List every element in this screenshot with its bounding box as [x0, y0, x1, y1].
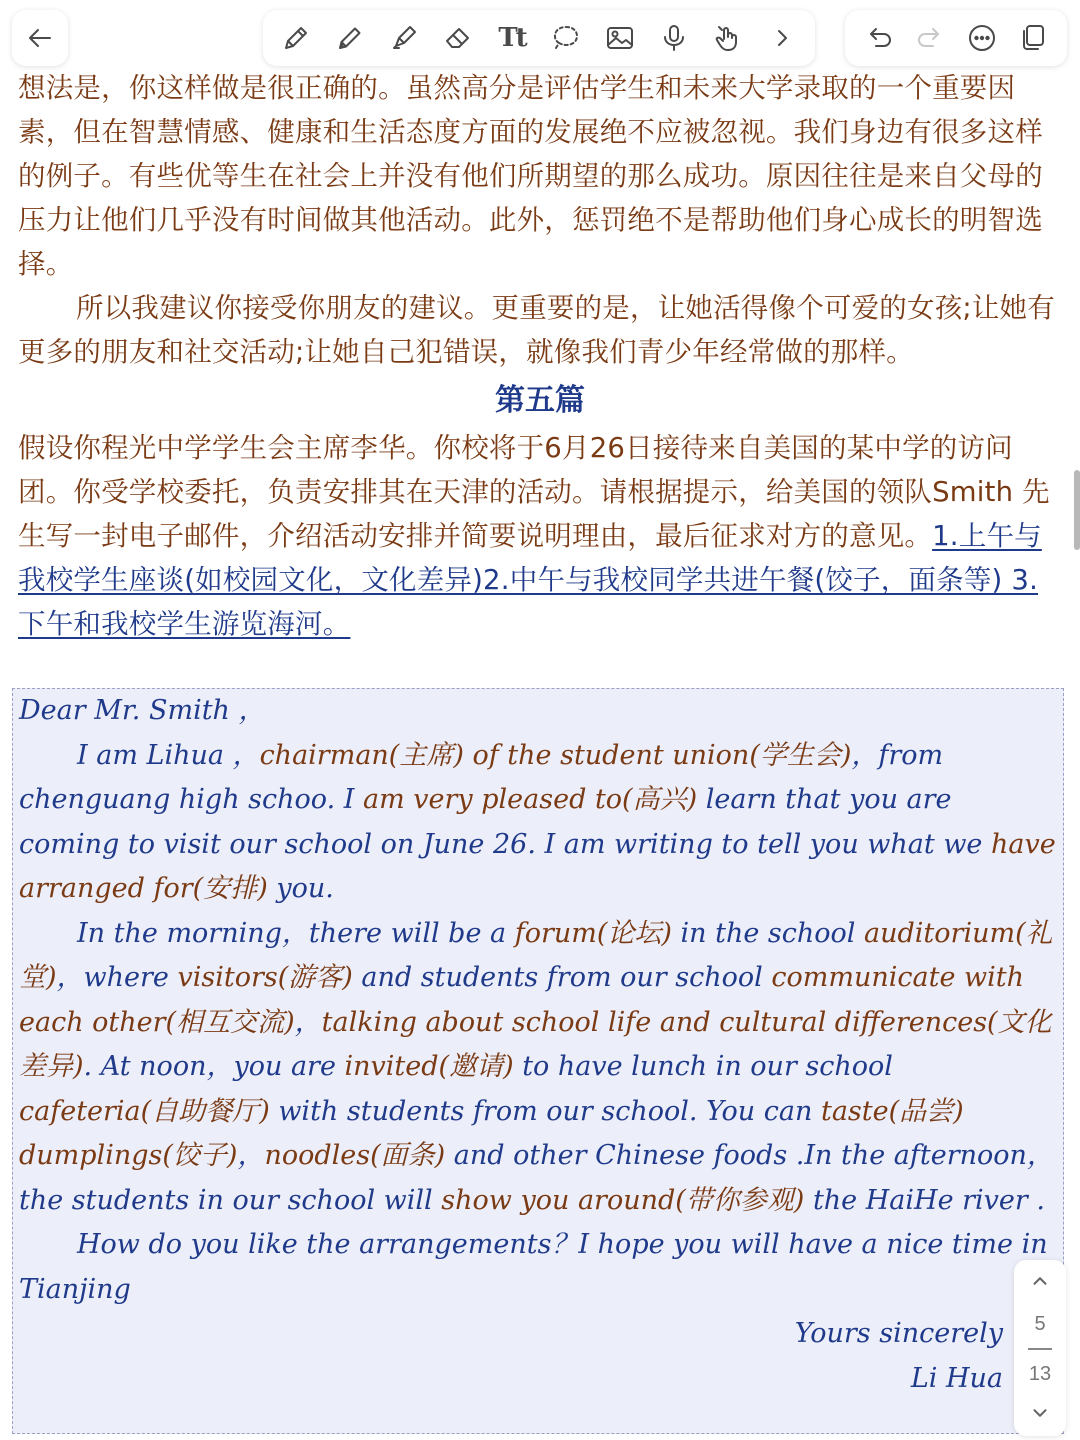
letter-p1-segment: chairman(主席) of the student union(学生会) [259, 739, 852, 771]
more-icon [966, 22, 998, 54]
letter-p2-segment: to have lunch in our school [513, 1051, 893, 1082]
total-pages: 13 [1028, 1362, 1052, 1385]
chevron-right-icon [766, 22, 798, 54]
letter-p1-segment: you. [267, 873, 334, 904]
letter-p2-segment: communicate with each other(相互交流) [19, 962, 1024, 1038]
highlighter-icon [388, 22, 420, 54]
letter-paragraph-2 [19, 912, 1059, 1224]
pen-tool-button[interactable] [274, 16, 318, 60]
eraser-icon [442, 22, 474, 54]
letter-p2-segment: talking about school life and cultural differences(文化差异) [19, 1006, 1052, 1082]
letter-p2-segment: show you around(带你参观) [441, 1184, 805, 1216]
letter-p2-segment: and students from our school [352, 962, 772, 993]
letter-paragraph-3 [19, 1223, 1059, 1312]
chevron-up-icon [1029, 1270, 1051, 1292]
letter-p2-segment: . At noon，you are [83, 1051, 345, 1082]
prompt-points: 1.上午与我校学生座谈(如校园文化，文化差异)2.中午与我校同学共进午餐(饺子，面条等) 3.下午和我校学生游览海河。 [18, 520, 1042, 640]
letter-p2-segment: ， [237, 1140, 265, 1171]
lasso-icon [550, 22, 582, 54]
letter-p1-segment: am very pleased to(高兴) [363, 784, 698, 815]
page-divider [1028, 1348, 1052, 1350]
audio-record-button[interactable] [652, 16, 696, 60]
letter-p2-segment: with students from our school. You can [269, 1095, 821, 1127]
letter-paragraph-3-text: How do you like the arrangements？I hope you will have a nice time in Tianjing [19, 1229, 1048, 1305]
back-button[interactable] [18, 16, 62, 60]
letter-signature: Li Hua [910, 1362, 1003, 1394]
image-icon [604, 22, 636, 54]
handwriting-box[interactable] [12, 688, 1064, 1434]
lasso-tool-button[interactable] [544, 16, 588, 60]
more-tools-button[interactable] [760, 16, 804, 60]
letter-p1-segment: learn that you are coming to visit our school on June 26. I am writing to tell you what we [19, 784, 991, 860]
section-title: 第五篇 [495, 383, 585, 418]
letter-p1-segment: ，from chenguang high schoo. I [19, 739, 944, 815]
page-navigator [1014, 1260, 1066, 1436]
letter-p2-segment: in the school [671, 917, 865, 949]
letter-p2-segment: noodles(面条) [264, 1140, 446, 1171]
letter-p1-segment: I am Lihua ， [77, 739, 260, 771]
letter-p2-segment: cafeteria(自助餐厅) [19, 1095, 270, 1127]
touch-mode-button[interactable] [706, 16, 750, 60]
microphone-icon [658, 22, 690, 54]
pencil-icon [334, 22, 366, 54]
letter-closing: Yours sincerely [794, 1318, 1003, 1349]
document-page [18, 66, 1062, 646]
letter-text [19, 689, 1059, 1401]
text-tool-button[interactable] [490, 16, 534, 60]
undo-button[interactable] [857, 16, 901, 60]
letter-paragraph-1 [19, 734, 1059, 912]
actions-toolbar [845, 10, 1067, 66]
arrow-left-icon [24, 22, 56, 54]
text-tool-icon: Tt [498, 23, 526, 53]
redo-icon [914, 22, 946, 54]
pencil-tool-button[interactable] [328, 16, 372, 60]
scrollbar[interactable] [1074, 470, 1080, 550]
letter-p2-segment: In the morning，there will be a [77, 917, 515, 949]
chevron-down-icon [1029, 1402, 1051, 1424]
pages-button[interactable] [1011, 16, 1055, 60]
letter-p1-segment: have arranged for(安排) [19, 828, 1056, 904]
letter-p2-segment: visitors(游客) [177, 962, 353, 993]
hand-touch-icon [712, 22, 744, 54]
drawing-toolbar [263, 10, 815, 66]
previous-page-button[interactable] [1014, 1260, 1066, 1302]
letter-p2-segment: and other Chinese foods .In the afternoon， the students in our school will [19, 1140, 1054, 1216]
letter-p2-segment: ， [294, 1006, 322, 1038]
prompt-paragraph [18, 426, 1062, 646]
letter-p2-segment: invited(邀请) [344, 1051, 514, 1082]
prompt-text: 假设你程光中学学生会主席李华。你校将于6月26日接待来自美国的某中学的访问团。你受学校委托，负责安排其在天津的活动。请根据提示，给美国的领队Smith 先生写一封电子邮件，介绍活动安排并简要说明理由，最后征求对方的意见。 [18, 432, 1050, 552]
paragraph-1: 想法是，你这样做是很正确的。虽然高分是评估学生和未来大学录取的一个重要因素，但在智慧情感、健康和生活态度方面的发展绝不应被忽视。我们身边有很多这样的例子。有些优等生在社会上并没有他们所期望的那么成功。原因往往是来自父母的压力让他们几乎没有时间做其他活动。此外，惩罚绝不是帮助他们身心成长的明智选择。 [18, 72, 1043, 280]
paragraph-2: 所以我建议你接受你朋友的建议。更重要的是，让她活得像个可爱的女孩;让她有更多的朋友和社交活动;让她自己犯错误，就像我们青少年经常做的那样。 [18, 292, 1055, 368]
letter-p2-segment: the HaiHe river . [804, 1184, 1045, 1216]
letter-p2-segment: ，where [56, 962, 178, 993]
pen-icon [280, 22, 312, 54]
undo-icon [863, 22, 895, 54]
letter-greeting: Dear Mr. Smith ， [19, 695, 266, 726]
highlighter-tool-button[interactable] [382, 16, 426, 60]
current-page: 5 [1034, 1313, 1046, 1335]
pages-icon [1017, 22, 1049, 54]
next-page-button[interactable] [1014, 1392, 1066, 1434]
letter-p2-segment: auditorium(礼堂) [19, 917, 1053, 993]
image-tool-button[interactable] [598, 16, 642, 60]
back-toolbar [12, 10, 68, 66]
letter-p2-segment: forum(论坛) [514, 917, 672, 949]
more-options-button[interactable] [960, 16, 1004, 60]
redo-button[interactable] [908, 16, 952, 60]
eraser-tool-button[interactable] [436, 16, 480, 60]
letter-p2-segment: taste(品尝) dumplings(饺子) [19, 1095, 964, 1171]
